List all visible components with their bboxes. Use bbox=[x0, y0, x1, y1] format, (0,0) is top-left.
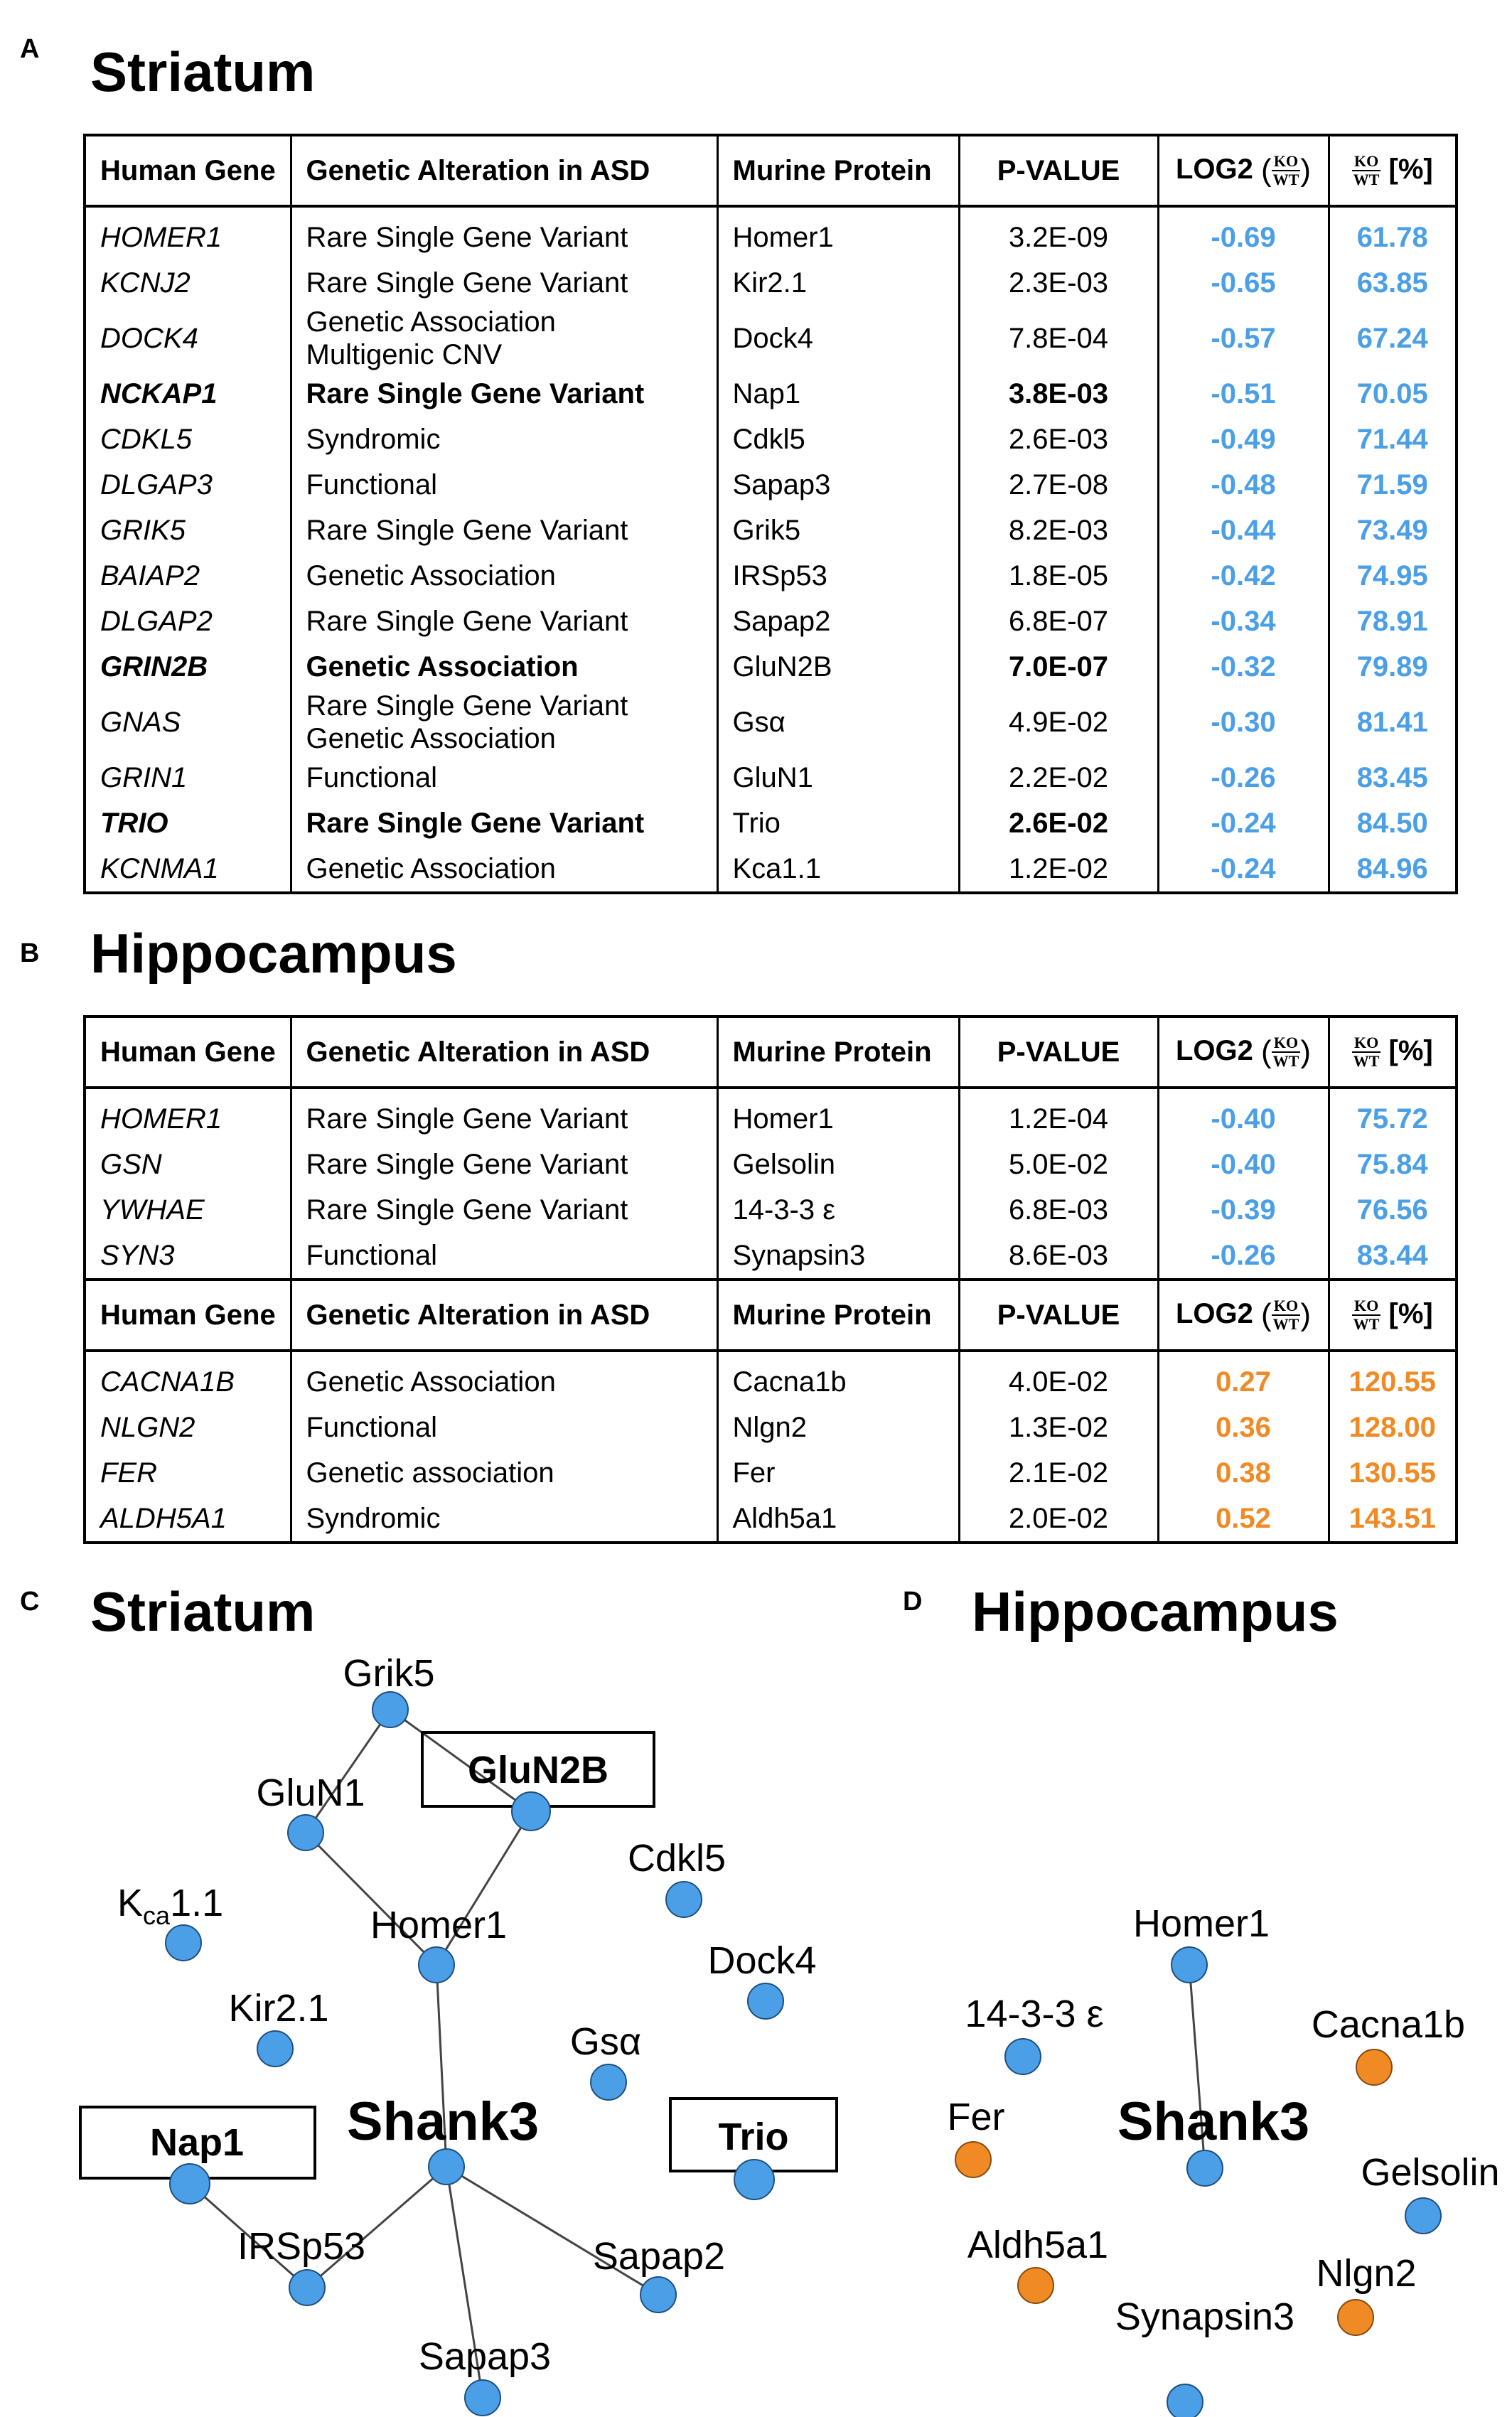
log2-cell: 0.36 bbox=[1158, 1405, 1329, 1450]
alteration-line: Rare Single Gene Variant bbox=[306, 515, 628, 546]
label-grik5: Grik5 bbox=[343, 1652, 435, 1695]
murine-protein-cell: Kir2.1 bbox=[717, 260, 959, 306]
percent-cell: 84.96 bbox=[1356, 852, 1428, 884]
percent-cell: 83.44 bbox=[1356, 1239, 1428, 1271]
alteration-cell: Genetic association bbox=[291, 1450, 717, 1496]
log2-cell: 0.38 bbox=[1158, 1450, 1329, 1496]
log2-cell: -0.69 bbox=[1158, 206, 1329, 260]
node-fer bbox=[955, 2142, 991, 2177]
label-glun1: GluN1 bbox=[256, 1772, 365, 1814]
murine-protein-cell: Sapap3 bbox=[717, 462, 959, 508]
percent-cell: 120.55 bbox=[1349, 1366, 1436, 1398]
label-cdkl5: Cdkl5 bbox=[627, 1837, 726, 1880]
alteration-cell: Functional bbox=[291, 1405, 717, 1450]
log2-label: LOG2 bbox=[1175, 153, 1253, 185]
log2-cell: -0.65 bbox=[1158, 260, 1329, 306]
percent-label: [%] bbox=[1388, 1034, 1433, 1066]
label-sapap2: Sapap2 bbox=[592, 2235, 726, 2278]
label-sapap3: Sapap3 bbox=[418, 2335, 552, 2378]
ko-wt-fraction: $\frac{KO}{WT}$ bbox=[1272, 1296, 1299, 1333]
col-murine-protein: Murine Protein bbox=[717, 1280, 959, 1351]
log2-cell: -0.26 bbox=[1158, 1233, 1329, 1280]
murine-protein-cell: Nlgn2 bbox=[717, 1405, 959, 1450]
percent-cell: 76.56 bbox=[1356, 1194, 1428, 1226]
pvalue-cell: 2.2E-02 bbox=[959, 755, 1158, 800]
log2-cell: -0.49 bbox=[1158, 417, 1329, 462]
col-pvalue: P-VALUE bbox=[959, 1280, 1158, 1351]
human-gene-cell: YWHAE bbox=[85, 1187, 291, 1233]
label-fer: Fer bbox=[947, 2096, 1005, 2138]
pvalue-cell: 3.2E-09 bbox=[959, 206, 1158, 260]
alteration-line: Genetic Association bbox=[306, 723, 556, 754]
murine-protein-cell: Dock4 bbox=[717, 306, 959, 371]
node-homer1 bbox=[419, 1947, 454, 1983]
col-log2: LOG2 ( $\frac{KO}{WT}$ ) bbox=[1158, 135, 1329, 206]
label-aldh5a1: Aldh5a1 bbox=[967, 2224, 1109, 2266]
label-kir21: Kir2.1 bbox=[228, 1987, 329, 2030]
pvalue-cell: 7.8E-04 bbox=[959, 306, 1158, 371]
label-gelsolin: Gelsolin bbox=[1361, 2151, 1500, 2194]
node-sapap2 bbox=[640, 2277, 676, 2313]
label-synapsin3: Synapsin3 bbox=[1115, 2295, 1295, 2338]
col-pvalue: P-VALUE bbox=[959, 135, 1158, 206]
node-nlgn2 bbox=[1338, 2300, 1373, 2335]
node-kca11 bbox=[166, 1925, 201, 1961]
pvalue-cell: 3.8E-03 bbox=[959, 371, 1158, 417]
percent-cell: 61.78 bbox=[1356, 221, 1428, 253]
label-kca11-tail: 1.1 bbox=[170, 1882, 224, 1924]
percent-cell: 83.45 bbox=[1356, 761, 1428, 793]
human-gene-cell: GSN bbox=[85, 1142, 291, 1187]
human-gene-cell: HOMER1 bbox=[85, 1088, 291, 1142]
col-human-gene: Human Gene bbox=[85, 1017, 291, 1088]
murine-protein-cell: Kca1.1 bbox=[717, 846, 959, 893]
node-shank3 bbox=[429, 2149, 464, 2185]
percent-cell: 67.24 bbox=[1356, 322, 1428, 354]
murine-protein-cell: GluN1 bbox=[717, 755, 959, 800]
pvalue-cell: 1.2E-02 bbox=[959, 846, 1158, 893]
percent-cell: 71.59 bbox=[1356, 468, 1428, 500]
pvalue-cell: 2.0E-02 bbox=[959, 1496, 1158, 1543]
murine-protein-cell: Trio bbox=[717, 800, 959, 846]
human-gene-cell: KCNMA1 bbox=[85, 846, 291, 893]
percent-cell: 75.84 bbox=[1356, 1148, 1428, 1180]
human-gene-cell: KCNJ2 bbox=[85, 260, 291, 306]
log2-cell: -0.26 bbox=[1158, 755, 1329, 800]
human-gene-cell: NLGN2 bbox=[85, 1405, 291, 1450]
label-homer1-hippo: Homer1 bbox=[1132, 1902, 1270, 1945]
node-glun1 bbox=[288, 1815, 323, 1850]
pvalue-cell: 8.2E-03 bbox=[959, 508, 1158, 553]
pvalue-cell: 4.0E-02 bbox=[959, 1351, 1158, 1405]
ko-wt-fraction: $\frac{KO}{WT}$ bbox=[1272, 1033, 1299, 1070]
panel-d-letter: D bbox=[903, 1587, 923, 1617]
panel-a-letter: A bbox=[20, 34, 40, 64]
col-human-gene: Human Gene bbox=[85, 135, 291, 206]
human-gene-cell: GRIK5 bbox=[85, 508, 291, 553]
murine-protein-cell: Synapsin3 bbox=[717, 1233, 959, 1280]
murine-protein-cell: Homer1 bbox=[717, 206, 959, 260]
label-homer1: Homer1 bbox=[370, 1904, 508, 1946]
percent-label: [%] bbox=[1388, 153, 1433, 185]
ko-wt-fraction: $\frac{KO}{WT}$ bbox=[1353, 1033, 1380, 1070]
percent-cell: 78.91 bbox=[1356, 605, 1428, 637]
col-human-gene: Human Gene bbox=[85, 1280, 291, 1351]
pvalue-cell: 1.3E-02 bbox=[959, 1405, 1158, 1450]
panel-a-title: Striatum bbox=[90, 41, 316, 103]
percent-cell: 84.50 bbox=[1356, 807, 1428, 839]
alteration-line: Rare Single Gene Variant bbox=[306, 378, 645, 409]
log2-cell: -0.30 bbox=[1158, 690, 1329, 755]
murine-protein-cell: GluN2B bbox=[717, 644, 959, 690]
alteration-line: Functional bbox=[306, 762, 438, 793]
label-nlgn2: Nlgn2 bbox=[1316, 2252, 1417, 2295]
human-gene-cell: GRIN1 bbox=[85, 755, 291, 800]
label-kca11-main: K bbox=[117, 1882, 144, 1924]
murine-protein-cell: Homer1 bbox=[717, 1088, 959, 1142]
striatum-labels bbox=[117, 1652, 817, 2378]
human-gene-cell: TRIO bbox=[85, 800, 291, 846]
human-gene-cell: DLGAP3 bbox=[85, 462, 291, 508]
murine-protein-cell: 14-3-3 ε bbox=[717, 1187, 959, 1233]
label-kca11 bbox=[117, 1882, 223, 1930]
panel-b-title: Hippocampus bbox=[90, 922, 457, 985]
panel-d-title: Hippocampus bbox=[972, 1580, 1339, 1643]
murine-protein-cell: Gelsolin bbox=[717, 1142, 959, 1187]
alteration-cell: Rare Single Gene Variant bbox=[291, 1088, 717, 1142]
pvalue-cell: 4.9E-02 bbox=[959, 690, 1158, 755]
percent-cell: 79.89 bbox=[1356, 650, 1428, 682]
node-cacna1b bbox=[1356, 2049, 1392, 2085]
pvalue-cell: 1.2E-04 bbox=[959, 1088, 1158, 1142]
alteration-line: Genetic Association bbox=[306, 560, 556, 591]
pvalue-cell: 6.8E-07 bbox=[959, 599, 1158, 644]
label-kca11-sub: ca bbox=[143, 1901, 171, 1930]
log2-cell: -0.39 bbox=[1158, 1187, 1329, 1233]
node-dock4 bbox=[748, 1983, 783, 2019]
alteration-line: Genetic Association bbox=[306, 651, 579, 682]
alteration-cell: Syndromic bbox=[291, 1496, 717, 1543]
pvalue-cell: 2.6E-03 bbox=[959, 417, 1158, 462]
pvalue-cell: 5.0E-02 bbox=[959, 1142, 1158, 1187]
col-pvalue: P-VALUE bbox=[959, 1017, 1158, 1088]
murine-protein-cell: Nap1 bbox=[717, 371, 959, 417]
node-irsp53 bbox=[289, 2270, 325, 2305]
log2-cell: -0.42 bbox=[1158, 553, 1329, 599]
human-gene-cell: GRIN2B bbox=[85, 644, 291, 690]
alteration-line: Multigenic CNV bbox=[306, 339, 503, 370]
label-gsa: Gsα bbox=[569, 2020, 642, 2063]
alteration-line: Genetic Association bbox=[306, 306, 556, 338]
node-trio bbox=[734, 2160, 774, 2199]
murine-protein-cell: Fer bbox=[717, 1450, 959, 1496]
node-kir21 bbox=[257, 2031, 293, 2067]
log2-cell: -0.48 bbox=[1158, 462, 1329, 508]
murine-protein-cell: Grik5 bbox=[717, 508, 959, 553]
alteration-cell: Genetic Association bbox=[291, 1351, 717, 1405]
human-gene-cell: GNAS bbox=[85, 690, 291, 755]
node-nap1 bbox=[170, 2164, 210, 2204]
percent-cell: 71.44 bbox=[1356, 423, 1428, 455]
col-alteration: Genetic Alteration in ASD bbox=[291, 1017, 717, 1088]
col-alteration: Genetic Alteration in ASD bbox=[291, 1280, 717, 1351]
log2-cell: -0.57 bbox=[1158, 306, 1329, 371]
pvalue-cell: 2.3E-03 bbox=[959, 260, 1158, 306]
col-log2: LOG2 ( $\frac{KO}{WT}$ ) bbox=[1158, 1017, 1329, 1088]
panel-b-letter: B bbox=[20, 938, 40, 968]
ko-wt-fraction: $\frac{KO}{WT}$ bbox=[1353, 151, 1380, 188]
pvalue-cell: 2.6E-02 bbox=[959, 800, 1158, 846]
log2-cell: -0.44 bbox=[1158, 508, 1329, 553]
human-gene-cell: CACNA1B bbox=[85, 1351, 291, 1405]
murine-protein-cell: Gsα bbox=[717, 690, 959, 755]
murine-protein-cell: IRSp53 bbox=[717, 553, 959, 599]
alteration-line: Syndromic bbox=[306, 424, 441, 455]
label-dock4: Dock4 bbox=[707, 1939, 817, 1982]
label-shank3-striatum: Shank3 bbox=[346, 2091, 540, 2152]
col-alteration: Genetic Alteration in ASD bbox=[291, 135, 717, 206]
col-murine-protein: Murine Protein bbox=[717, 135, 959, 206]
col-log2: LOG2 ( $\frac{KO}{WT}$ ) bbox=[1158, 1280, 1329, 1351]
node-gsa bbox=[591, 2064, 626, 2100]
pvalue-cell: 8.6E-03 bbox=[959, 1233, 1158, 1280]
percent-cell: 130.55 bbox=[1349, 1457, 1436, 1489]
alteration-line: Functional bbox=[306, 469, 438, 500]
log2-cell: 0.52 bbox=[1158, 1496, 1329, 1543]
pvalue-cell: 6.8E-03 bbox=[959, 1187, 1158, 1233]
label-glun2b: GluN2B bbox=[467, 1749, 609, 1791]
human-gene-cell: HOMER1 bbox=[85, 206, 291, 260]
alteration-line: Rare Single Gene Variant bbox=[306, 690, 628, 722]
ko-wt-fraction: $\frac{KO}{WT}$ bbox=[1272, 151, 1299, 188]
node-glun2b bbox=[512, 1792, 550, 1831]
human-gene-cell: FER bbox=[85, 1450, 291, 1496]
log2-cell: -0.32 bbox=[1158, 644, 1329, 690]
murine-protein-cell: Cacna1b bbox=[717, 1351, 959, 1405]
percent-cell: 143.51 bbox=[1349, 1502, 1436, 1534]
human-gene-cell: BAIAP2 bbox=[85, 553, 291, 599]
node-sapap3 bbox=[465, 2380, 500, 2416]
log2-cell: -0.40 bbox=[1158, 1142, 1329, 1187]
node-grik5 bbox=[372, 1692, 408, 1727]
ko-wt-fraction: $\frac{KO}{WT}$ bbox=[1353, 1296, 1380, 1333]
alteration-cell: Rare Single Gene Variant bbox=[291, 1187, 717, 1233]
label-ywhae: 14-3-3 ε bbox=[965, 1993, 1104, 2035]
percent-cell: 74.95 bbox=[1356, 559, 1428, 591]
label-cacna1b: Cacna1b bbox=[1311, 2003, 1466, 2046]
alteration-line: Rare Single Gene Variant bbox=[306, 222, 628, 253]
percent-label: [%] bbox=[1388, 1297, 1433, 1329]
log2-cell: -0.51 bbox=[1158, 371, 1329, 417]
log2-cell: -0.34 bbox=[1158, 599, 1329, 644]
percent-cell: 70.05 bbox=[1356, 377, 1428, 409]
murine-protein-cell: Aldh5a1 bbox=[717, 1496, 959, 1543]
alteration-line: Genetic Association bbox=[306, 853, 556, 884]
label-trio: Trio bbox=[718, 2116, 789, 2158]
pvalue-cell: 2.1E-02 bbox=[959, 1450, 1158, 1496]
alteration-line: Rare Single Gene Variant bbox=[306, 808, 645, 839]
node-gelsolin bbox=[1405, 2198, 1441, 2234]
murine-protein-cell: Cdkl5 bbox=[717, 417, 959, 462]
pvalue-cell: 1.8E-05 bbox=[959, 553, 1158, 599]
panel-c-letter: C bbox=[20, 1587, 40, 1617]
log2-label: LOG2 bbox=[1175, 1034, 1253, 1066]
panel-c-title: Striatum bbox=[90, 1580, 316, 1643]
log2-cell: -0.40 bbox=[1158, 1088, 1329, 1142]
node-shank3-hippo bbox=[1187, 2150, 1223, 2186]
label-irsp53: IRSp53 bbox=[237, 2225, 366, 2268]
label-shank3-hippocampus: Shank3 bbox=[1117, 2091, 1310, 2152]
log2-cell: 0.27 bbox=[1158, 1351, 1329, 1405]
col-murine-protein: Murine Protein bbox=[717, 1017, 959, 1088]
alteration-cell: Rare Single Gene Variant bbox=[291, 1142, 717, 1187]
percent-cell: 81.41 bbox=[1356, 706, 1428, 738]
percent-cell: 63.85 bbox=[1356, 267, 1428, 299]
node-cdkl5 bbox=[666, 1882, 702, 1917]
node-synapsin3 bbox=[1167, 2384, 1203, 2417]
node-ywhae bbox=[1005, 2039, 1041, 2074]
alteration-line: Rare Single Gene Variant bbox=[306, 267, 628, 299]
human-gene-cell: NCKAP1 bbox=[85, 371, 291, 417]
human-gene-cell: SYN3 bbox=[85, 1233, 291, 1280]
percent-cell: 73.49 bbox=[1356, 514, 1428, 546]
percent-cell: 128.00 bbox=[1349, 1411, 1436, 1443]
human-gene-cell: ALDH5A1 bbox=[85, 1496, 291, 1543]
human-gene-cell: DOCK4 bbox=[85, 306, 291, 371]
percent-cell: 75.72 bbox=[1356, 1103, 1428, 1135]
log2-cell: -0.24 bbox=[1158, 800, 1329, 846]
node-homer1-hippo bbox=[1171, 1947, 1207, 1983]
alteration-line: Rare Single Gene Variant bbox=[306, 606, 628, 637]
murine-protein-cell: Sapap2 bbox=[717, 599, 959, 644]
human-gene-cell: CDKL5 bbox=[85, 417, 291, 462]
log2-label: LOG2 bbox=[1175, 1297, 1253, 1329]
node-aldh5a1 bbox=[1018, 2268, 1053, 2303]
human-gene-cell: DLGAP2 bbox=[85, 599, 291, 644]
pvalue-cell: 2.7E-08 bbox=[959, 462, 1158, 508]
label-nap1: Nap1 bbox=[149, 2121, 245, 2164]
pvalue-cell: 7.0E-07 bbox=[959, 644, 1158, 690]
log2-cell: -0.24 bbox=[1158, 846, 1329, 893]
alteration-cell: Functional bbox=[291, 1233, 717, 1280]
